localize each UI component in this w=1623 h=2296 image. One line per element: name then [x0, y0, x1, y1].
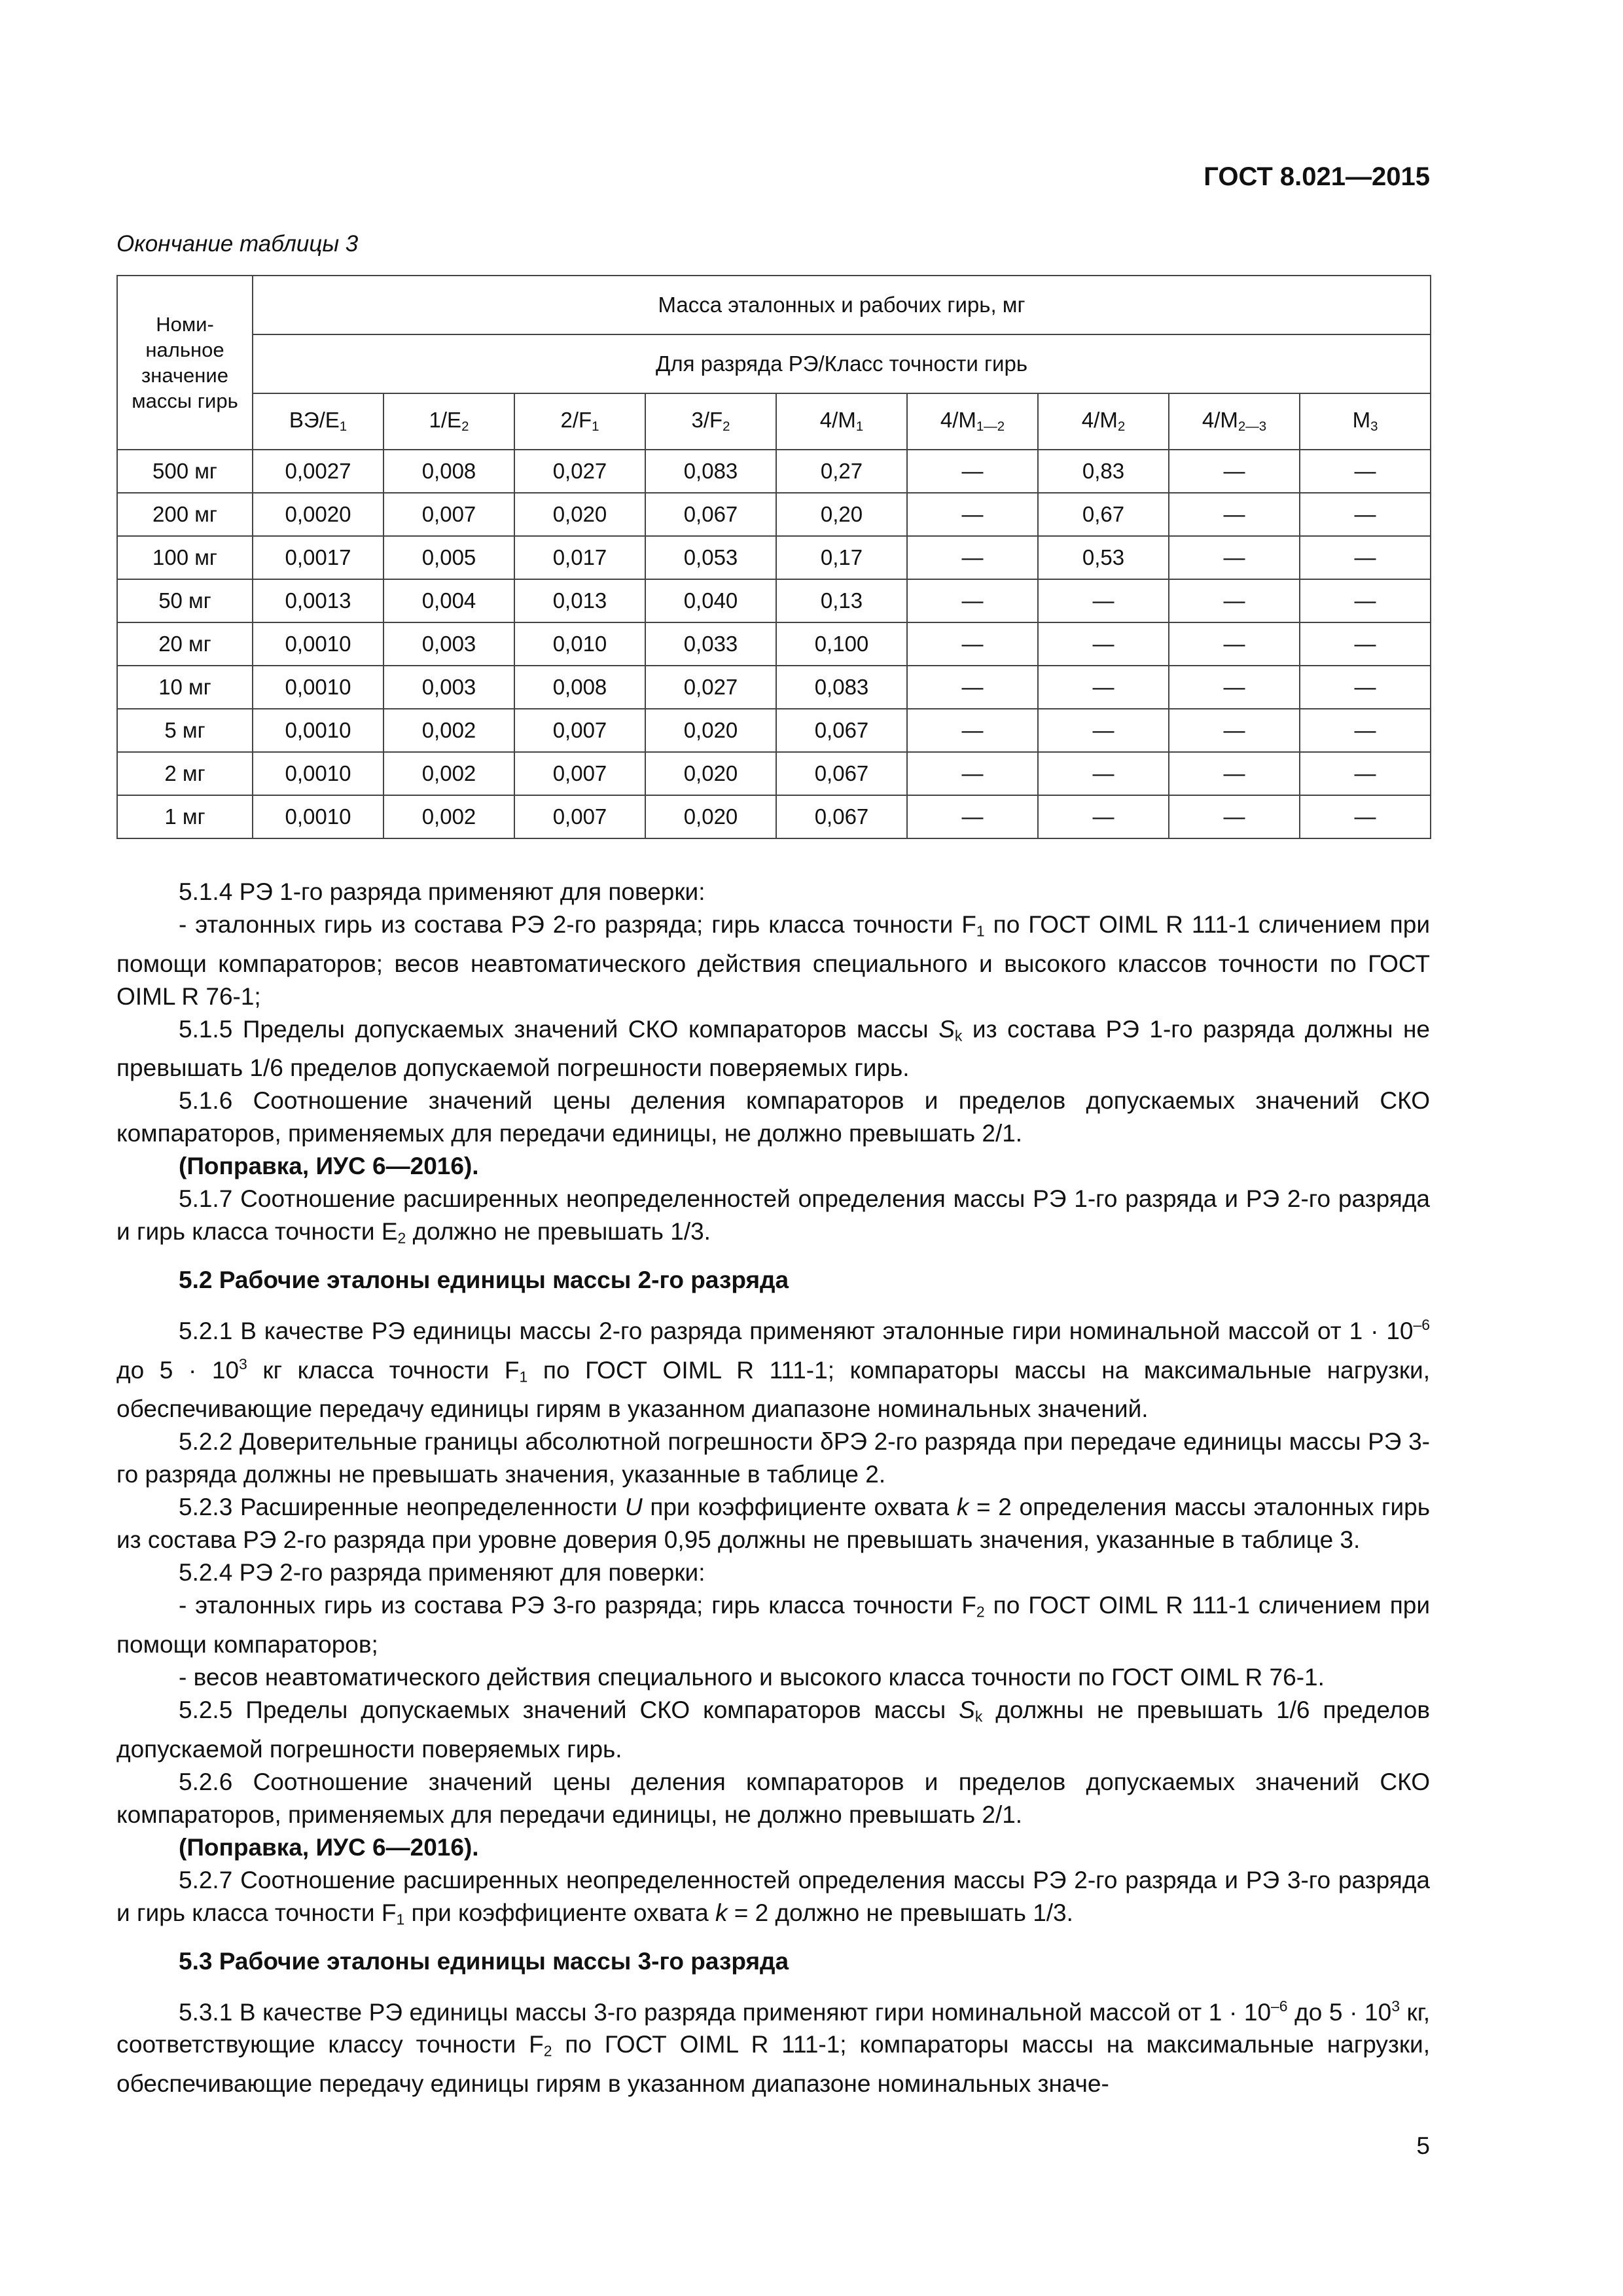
table-cell: —	[1300, 666, 1431, 709]
table-cell: —	[1169, 795, 1300, 838]
table-row	[117, 450, 1431, 493]
text-run: 5.2.3 Расширенные неопределенности	[179, 1494, 625, 1521]
subscript: 2	[543, 2043, 552, 2060]
paragraph-5-2-1	[116, 1308, 1430, 1426]
table-cell: 0,13	[776, 579, 907, 622]
table-cell: 0,008	[383, 450, 514, 493]
paragraph-5-2-4-item-b: - весов неавтоматического действия специального и высокого класса точности по ГОСТ OIML R 76-1.	[179, 1664, 1325, 1691]
nominal-mass-cell: 1 мг	[117, 795, 253, 838]
column-header	[383, 393, 514, 450]
table-cell: 0,002	[383, 709, 514, 752]
column-header-base: 4/M	[1081, 408, 1118, 433]
table-cell: 0,020	[645, 752, 776, 795]
table-row	[117, 493, 1431, 536]
table-cell: 0,0013	[253, 579, 383, 622]
paragraph-5-1-4-item	[116, 908, 1430, 1013]
column-header	[1169, 393, 1300, 450]
paragraph-5-2-4-item-a	[116, 1589, 1430, 1661]
symbol-s: S	[959, 1696, 975, 1724]
text-run: по ГОСТ OIML R 111-1 сличением при помощи компараторов; весов неавтоматического действия специального и высокого классов точности по ГОСТ OIML R 76-1;	[116, 911, 1430, 1010]
table-cell: —	[1169, 752, 1300, 795]
symbol-u: U	[624, 1494, 643, 1521]
column-header-base: 2/F	[560, 408, 592, 433]
table-cell: —	[1169, 666, 1300, 709]
nominal-mass-cell: 100 мг	[117, 536, 253, 579]
nominal-mass-cell: 10 мг	[117, 666, 253, 709]
column-header	[1300, 393, 1431, 450]
table-cell: 0,083	[645, 450, 776, 493]
column-header	[776, 393, 907, 450]
table-cell: —	[1300, 622, 1431, 666]
table-cell: —	[1169, 709, 1300, 752]
nominal-mass-cell: 200 мг	[117, 493, 253, 536]
table-cell: 0,0017	[253, 536, 383, 579]
column-header-base: M	[1352, 408, 1371, 433]
text-run: 5.3.1 В качестве РЭ единицы массы 3-го разряда применяют гири номинальной массой от 1 · 10	[179, 1998, 1272, 2026]
subscript: k	[954, 1027, 963, 1045]
text-run: 5.2.7 Соотношение расширенных неопределенностей определения массы РЭ 2-го разряда и РЭ 3-го разряда и гирь класса точности F	[116, 1866, 1430, 1926]
paragraph-5-2-5	[116, 1694, 1430, 1766]
mass-tolerance-table	[116, 275, 1431, 839]
symbol-s: S	[938, 1015, 955, 1043]
text-run: кг, соответствующие классу точности F	[116, 1998, 1430, 2058]
subscript: 2	[397, 1230, 406, 1247]
nominal-mass-cell: 2 мг	[117, 752, 253, 795]
table-cell: 0,0020	[253, 493, 383, 536]
column-header-base: 4/M	[819, 408, 856, 433]
column-header-subscript: 2	[722, 419, 730, 435]
nominal-mass-header-text: Номи- нальное значение массы гирь	[132, 313, 238, 412]
table-cell: —	[1169, 493, 1300, 536]
page-number: 5	[1416, 2132, 1430, 2159]
table-cell: —	[1300, 536, 1431, 579]
table-cell: 0,0027	[253, 450, 383, 493]
section-heading-5-2: 5.2 Рабочие эталоны единицы массы 2-го разряда	[179, 1266, 789, 1294]
table-cell: —	[907, 450, 1038, 493]
column-header-subscript: 3	[1370, 419, 1378, 435]
table-cell: 0,033	[645, 622, 776, 666]
table-cell: —	[1300, 709, 1431, 752]
paragraph-5-2-7	[116, 1864, 1430, 1936]
table-row	[117, 536, 1431, 579]
table-cell: 0,17	[776, 536, 907, 579]
section-heading-5-3: 5.3 Рабочие эталоны единицы массы 3-го разряда	[179, 1947, 789, 1975]
table-cell: 0,27	[776, 450, 907, 493]
column-header-subscript: 2	[1117, 419, 1126, 435]
text-run: по ГОСТ OIML R 111-1 сличением при помощи компараторов;	[116, 1592, 1430, 1659]
table-cell: —	[1038, 795, 1169, 838]
subscript: 1	[396, 1910, 405, 1928]
table-cell: 0,067	[776, 795, 907, 838]
column-header-base: 4/M	[940, 408, 976, 433]
table-cell: 0,100	[776, 622, 907, 666]
table-cell: 0,007	[514, 709, 645, 752]
paragraph-5-2-2: 5.2.2 Доверительные границы абсолютной погрешности δРЭ 2-го разряда при передаче единицы массы РЭ 3-го разряда должны не превышать значения, указанные в таблице 2.	[116, 1428, 1430, 1488]
nominal-mass-cell: 50 мг	[117, 579, 253, 622]
column-header-base: ВЭ/E	[289, 408, 340, 433]
table-cell: 0,002	[383, 795, 514, 838]
text-run: 5.1.7 Соотношение расширенных неопределенностей определения массы РЭ 1-го разряда и РЭ 2-го разряда и гирь класса точности E	[116, 1185, 1430, 1246]
subscript: 1	[519, 1368, 528, 1386]
table-cell: 0,002	[383, 752, 514, 795]
paragraph-5-2-4: 5.2.4 РЭ 2-го разряда применяют для поверки:	[179, 1559, 705, 1587]
table-cell: —	[1169, 536, 1300, 579]
text-run: по ГОСТ OIML R 111-1; компараторы массы на максимальные нагрузки, обеспечивающие передачу единицы гирям в указанном диапазоне номинальных значе-	[116, 2031, 1430, 2098]
table-cell: —	[907, 536, 1038, 579]
nominal-mass-cell: 5 мг	[117, 709, 253, 752]
nominal-mass-cell: 20 мг	[117, 622, 253, 666]
table-cell: 0,007	[383, 493, 514, 536]
column-header-subscript: 2—3	[1238, 419, 1267, 435]
table-cell: —	[907, 666, 1038, 709]
table-cell: —	[907, 709, 1038, 752]
table-cell: —	[1300, 450, 1431, 493]
table-row	[117, 709, 1431, 752]
table-cell: —	[1038, 579, 1169, 622]
table-cell: —	[1169, 579, 1300, 622]
document-code: ГОСТ 8.021—2015	[1204, 162, 1430, 191]
column-header-subscript: 1	[339, 419, 348, 435]
table-cell: 0,0010	[253, 622, 383, 666]
table-cell: —	[1038, 752, 1169, 795]
table-body	[117, 450, 1431, 838]
table-cell: —	[907, 752, 1038, 795]
table-cell: —	[907, 493, 1038, 536]
table-cell: 0,007	[514, 752, 645, 795]
text-run: по ГОСТ OIML R 111-1; компараторы массы на максимальные нагрузки, обеспечивающие передачу единицы гирям в указанном диапазоне номинальных значений.	[116, 1356, 1431, 1423]
superscript: 3	[239, 1355, 247, 1372]
text-run: 5.2.5 Пределы допускаемых значений СКО компараторов массы	[179, 1696, 959, 1724]
amendment-note: (Поправка, ИУС 6—2016).	[179, 1833, 479, 1861]
table-cell: 0,010	[514, 622, 645, 666]
paragraph-5-2-6: 5.2.6 Соотношение значений цены деления компараторов и пределов допускаемых значений СКО компараторов, применяемых для передачи единицы, не должно превышать 2/1.	[116, 1768, 1430, 1828]
table-cell: —	[907, 795, 1038, 838]
column-header-base: 1/E	[429, 408, 462, 433]
table-row	[117, 666, 1431, 709]
table-cell: —	[907, 579, 1038, 622]
table-cell: 0,67	[1038, 493, 1169, 536]
subscript: 2	[976, 1604, 985, 1621]
text-run: 5.2.1 В качестве РЭ единицы массы 2-го разряда применяют эталонные гири номинальной массой от 1 · 10	[179, 1317, 1414, 1344]
table-cell: 0,004	[383, 579, 514, 622]
text-run: до 5 · 10	[116, 1356, 240, 1384]
table-cell: 0,027	[514, 450, 645, 493]
table-cell: 0,20	[776, 493, 907, 536]
table-cell: 0,008	[514, 666, 645, 709]
subgroup-header: Для разряда РЭ/Класс точности гирь	[253, 334, 1431, 393]
table-cell: 0,067	[776, 709, 907, 752]
column-header	[645, 393, 776, 450]
superscript: 3	[1391, 1997, 1400, 2015]
table-cell: 0,003	[383, 666, 514, 709]
table-cell: 0,020	[514, 493, 645, 536]
text-run: должны не превышать 1/6 пределов допускаемой погрешности поверяемых гирь.	[116, 1696, 1431, 1763]
column-header-subscript: 1	[592, 419, 599, 435]
column-header-subscript: 1	[855, 419, 864, 435]
nominal-mass-header	[117, 276, 253, 450]
column-header	[253, 393, 383, 450]
column-header-row	[117, 393, 1431, 450]
table-cell: 0,003	[383, 622, 514, 666]
table-cell: 0,0010	[253, 795, 383, 838]
column-header-subscript: 1—2	[976, 419, 1005, 435]
table-cell: —	[1038, 666, 1169, 709]
symbol-k: k	[956, 1494, 969, 1521]
text-run: 5.1.5 Пределы допускаемых значений СКО компараторов массы	[179, 1015, 939, 1043]
symbol-k: k	[715, 1899, 728, 1926]
text-run: при коэффициенте охвата	[642, 1494, 957, 1521]
table-cell: —	[1300, 752, 1431, 795]
table-cell: 0,83	[1038, 450, 1169, 493]
body-text	[116, 876, 1430, 2100]
paragraph-5-1-6: 5.1.6 Соотношение значений цены деления компараторов и пределов допускаемых значений СКО компараторов, применяемых для передачи единицы, не должно превышать 2/1.	[116, 1087, 1430, 1147]
table-cell: —	[1300, 795, 1431, 838]
subscript: k	[974, 1708, 983, 1725]
text-run: из состава РЭ 1-го разряда должны не превышать 1/6 пределов допускаемой погрешности поверяемых гирь.	[116, 1015, 1430, 1082]
text-run: = 2 должно не превышать 1/3.	[727, 1899, 1073, 1926]
text-run: до 5 · 10	[1287, 1998, 1392, 2026]
amendment-note: (Поправка, ИУС 6—2016).	[179, 1153, 479, 1180]
text-run: при коэффициенте охвата	[404, 1899, 715, 1926]
paragraph-5-3-1	[116, 1990, 1430, 2100]
table-cell: 0,040	[645, 579, 776, 622]
text-run: - эталонных гирь из состава РЭ 3-го разряда; гирь класса точности F	[179, 1592, 976, 1619]
column-header-subscript: 2	[461, 419, 469, 435]
table-cell: 0,0010	[253, 752, 383, 795]
superscript: –6	[1271, 1997, 1288, 2015]
table-cell: —	[907, 622, 1038, 666]
subscript: 1	[976, 922, 985, 940]
table-cell: —	[1300, 493, 1431, 536]
column-header	[1038, 393, 1169, 450]
table-cell: 0,053	[645, 536, 776, 579]
table-cell: —	[1300, 579, 1431, 622]
table-cell: —	[1038, 622, 1169, 666]
column-header-base: 3/F	[691, 408, 723, 433]
table-cell: 0,067	[645, 493, 776, 536]
text-run: = 2 определения массы эталонных гирь из состава РЭ 2-го разряда при уровне доверия 0,95 должны не превышать значения, указанные в таблице 3.	[116, 1494, 1430, 1554]
table-caption: Окончание таблицы 3	[116, 231, 359, 257]
table-row	[117, 579, 1431, 622]
text-run: кг класса точности F	[247, 1356, 520, 1384]
group-header: Масса эталонных и рабочих гирь, мг	[253, 276, 1431, 334]
table-cell: —	[1169, 450, 1300, 493]
paragraph-5-1-7	[116, 1183, 1430, 1255]
superscript: –6	[1413, 1316, 1430, 1334]
column-header	[907, 393, 1038, 450]
column-header-base: 4/M	[1202, 408, 1238, 433]
table-cell: 0,005	[383, 536, 514, 579]
table-cell: 0,53	[1038, 536, 1169, 579]
table-cell: 0,020	[645, 709, 776, 752]
table-cell: 0,067	[776, 752, 907, 795]
paragraph-5-1-4: 5.1.4 РЭ 1-го разряда применяют для поверки:	[179, 878, 705, 905]
table-cell: 0,027	[645, 666, 776, 709]
table-row	[117, 795, 1431, 838]
table-cell: 0,007	[514, 795, 645, 838]
text-run: должно не превышать 1/3.	[406, 1218, 711, 1246]
table-cell: 0,0010	[253, 709, 383, 752]
table-cell: —	[1038, 709, 1169, 752]
paragraph-5-2-3	[116, 1491, 1430, 1556]
table-row	[117, 752, 1431, 795]
table-cell: 0,017	[514, 536, 645, 579]
nominal-mass-cell: 500 мг	[117, 450, 253, 493]
column-header	[514, 393, 645, 450]
paragraph-5-1-5	[116, 1013, 1430, 1085]
table-cell: 0,0010	[253, 666, 383, 709]
table-cell: 0,013	[514, 579, 645, 622]
table-cell: —	[1169, 622, 1300, 666]
text-run: - эталонных гирь из состава РЭ 2-го разряда; гирь класса точности F	[179, 911, 976, 938]
table-cell: 0,020	[645, 795, 776, 838]
table-cell: 0,083	[776, 666, 907, 709]
table-row	[117, 622, 1431, 666]
